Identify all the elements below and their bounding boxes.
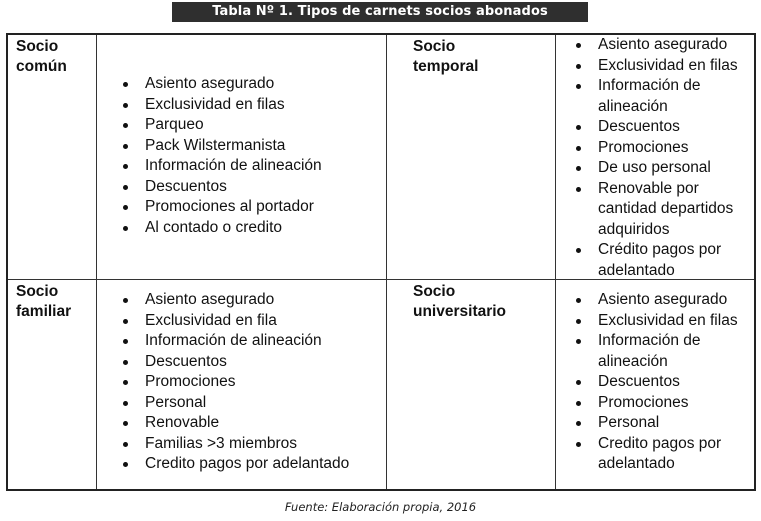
membership-table — [6, 33, 756, 491]
source-note: Fuente: Elaboración propia, 2016 — [284, 500, 477, 514]
table-caption: Tabla Nº 1. Tipos de carnets socios abonados — [172, 2, 588, 22]
feature-item: De uso personal — [572, 158, 754, 179]
label-socio-comun: Socio común — [16, 38, 67, 75]
feature-item: Credito pagos por adelantado — [572, 434, 754, 475]
feature-item: Asiento asegurado — [572, 35, 754, 56]
feature-item: Pack Wilstermanista — [119, 136, 379, 157]
cell-features-socio-familiar — [97, 280, 387, 489]
feature-item: Descuentos — [572, 372, 754, 393]
features-list-socio-comun — [119, 74, 379, 238]
feature-item: Promociones — [119, 372, 385, 393]
feature-item: Personal — [572, 413, 754, 434]
feature-item: Asiento asegurado — [119, 290, 385, 311]
features-list-socio-universitario — [572, 290, 754, 475]
feature-item: Crédito pagos por adelantado — [572, 240, 754, 280]
feature-item: Descuentos — [119, 177, 379, 198]
feature-item: Información de alineación — [119, 156, 379, 177]
feature-item: Exclusividad en filas — [572, 56, 754, 77]
feature-item: Credito pagos por adelantado — [119, 454, 385, 475]
cell-features-socio-temporal — [556, 35, 754, 280]
feature-item: Exclusividad en fila — [119, 311, 385, 332]
feature-item: Asiento asegurado — [572, 290, 754, 311]
cell-label-socio-temporal — [387, 35, 556, 280]
feature-item: Al contado o credito — [119, 218, 379, 239]
feature-item: Información de alineación — [572, 331, 754, 372]
feature-item: Promociones — [572, 393, 754, 414]
feature-item: Parqueo — [119, 115, 379, 136]
feature-item: Exclusividad en filas — [119, 95, 379, 116]
features-list-socio-familiar — [119, 290, 385, 475]
cell-features-socio-comun — [97, 35, 387, 280]
cell-label-socio-comun — [8, 35, 97, 280]
label-socio-temporal: Socio temporal — [413, 38, 479, 75]
features-list-socio-temporal — [572, 35, 754, 280]
feature-item: Asiento asegurado — [119, 74, 379, 95]
cell-features-socio-universitario — [556, 280, 754, 489]
feature-item: Renovable por cantidad departidos adquiridos — [572, 179, 754, 241]
feature-item: Información de alineación — [572, 76, 754, 117]
feature-item: Descuentos — [119, 352, 385, 373]
feature-item: Familias >3 miembros — [119, 434, 385, 455]
feature-item: Exclusividad en filas — [572, 311, 754, 332]
feature-item: Renovable — [119, 413, 385, 434]
cell-label-socio-universitario — [387, 280, 556, 489]
feature-item: Promociones al portador — [119, 197, 379, 218]
feature-item: Personal — [119, 393, 385, 414]
feature-item: Descuentos — [572, 117, 754, 138]
label-socio-universitario: Socio universitario — [413, 283, 507, 320]
feature-item: Promociones — [572, 138, 754, 159]
feature-item: Información de alineación — [119, 331, 385, 352]
cell-label-socio-familiar — [8, 280, 97, 489]
label-socio-familiar: Socio familiar — [16, 283, 72, 320]
